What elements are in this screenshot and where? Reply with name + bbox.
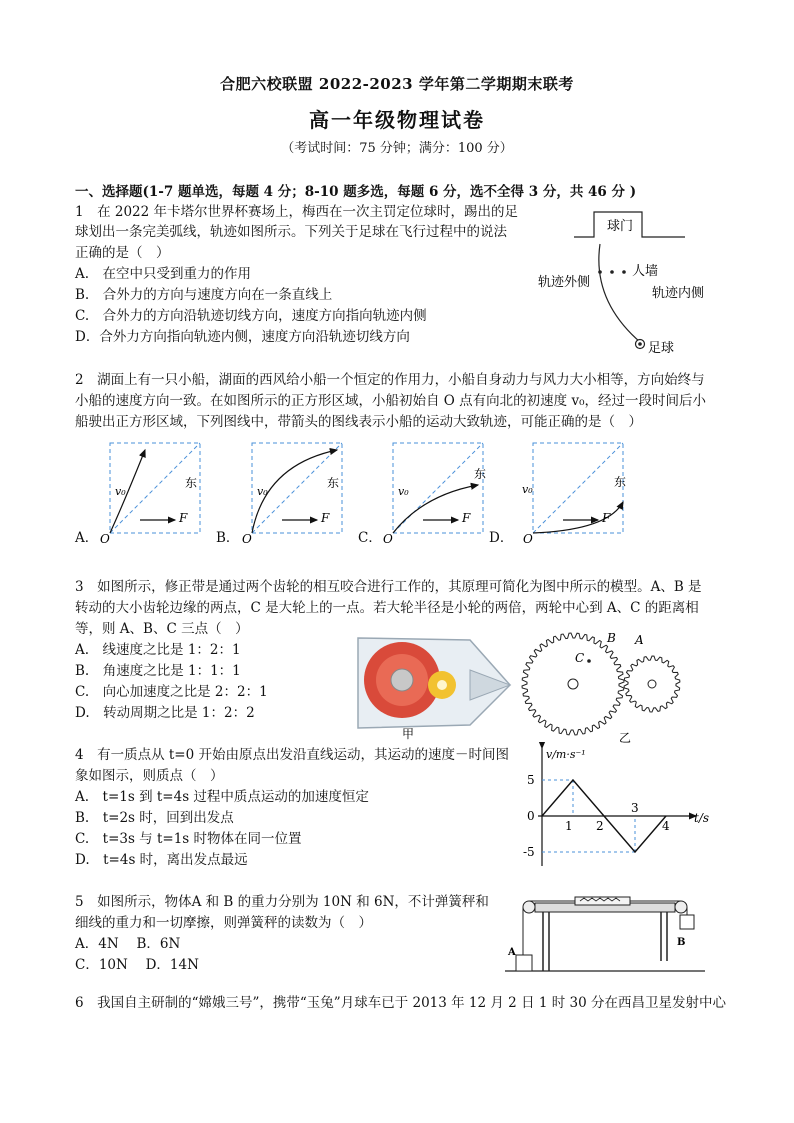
page-title: 高一年级物理试卷 — [309, 108, 485, 132]
q4-option-b: B. t=2s 时，回到出发点 — [75, 810, 234, 826]
q2-figure-b — [237, 440, 347, 550]
q2-figure-d — [518, 440, 628, 550]
q1-line3: 正确的是（ ） — [75, 245, 170, 261]
y-axis-label: v/m·s⁻¹ — [546, 748, 586, 761]
svg-text:v₀: v₀ — [257, 485, 268, 498]
ball-label: 足球 — [648, 341, 675, 356]
svg-text:C: C — [575, 651, 585, 665]
q3-option-b: B. 角速度之比是 1：1：1 — [75, 663, 241, 679]
q2-option-a: A． — [75, 530, 99, 546]
q1-option-c: C. 合外力的方向沿轨迹切线方向，速度方向指向轨迹内侧 — [75, 308, 427, 324]
q3-line3: 等，则 A、B、C 三点（ ） — [75, 621, 249, 637]
y-tick-label: 0 — [527, 809, 535, 823]
x-tick-label: 4 — [662, 819, 670, 833]
q5-options-row1: A．4N B．6N — [75, 936, 181, 952]
q4-option-c: C. t=3s 与 t=1s 时物体在同一位置 — [75, 831, 302, 847]
q1-option-a: A. 在空中只受到重力的作用 — [75, 266, 252, 282]
large-gear-outline — [522, 633, 624, 735]
q1-line1: 1 在 2022 年卡塔尔世界杯赛场上，梅西在一次主罚定位球时，踢出的足 — [75, 204, 519, 220]
goal-label: 球门 — [607, 219, 634, 234]
q3-line1: 3 如图所示，修正带是通过两个齿轮的相互咬合进行工作的，其原理可简化为图中所示的模型。A、B 是 — [75, 579, 702, 595]
q5-line1: 5 如图所示，物体A 和 B 的重力分别为 10N 和 6N，不计弹簧秤和 — [75, 894, 489, 910]
exam-info: （考试时间：75 分钟；满分：100 分） — [281, 141, 513, 156]
q4-option-d: D. t=4s 时，离出发点最远 — [75, 852, 248, 868]
q5-options-row2: C．10N D．14N — [75, 957, 199, 973]
q4-line1: 4 有一质点从 t=0 开始由原点出发沿直线运动，其运动的速度－时间图 — [75, 747, 509, 763]
q3-option-c: C. 向心加速度之比是 2：2：1 — [75, 684, 268, 700]
section-heading: 一、选择题(1-7 题单选，每题 4 分；8-10 题多选，每题 6 分，选不全得 3 分，共 46 分 ) — [75, 184, 637, 200]
q3-figure-tape-photo — [350, 630, 520, 740]
svg-text:v₀: v₀ — [522, 483, 533, 496]
svg-text:乙: 乙 — [619, 731, 632, 745]
q2-figure-c — [378, 440, 488, 550]
q2-option-d: D． — [489, 530, 514, 546]
q2-option-c: C． — [358, 530, 382, 546]
outer-label: 轨迹外侧 — [538, 275, 591, 290]
exam-title: 合肥六校联盟 2022-2023 学年第二学期期末联考 — [220, 75, 574, 93]
y-tick-label: 5 — [527, 773, 535, 787]
q3-line2: 转动的大小齿轮边缘的两点，C 是大轮上的一点。若大轮半径是小轮的两倍，两轮中心到 A、C 的距离相 — [75, 600, 699, 616]
svg-text:v₀: v₀ — [398, 485, 409, 498]
q1-option-b: B. 合外力的方向与速度方向在一条直线上 — [75, 287, 333, 303]
q4-line2: 象如图示，则质点（ ） — [75, 768, 224, 784]
svg-text:东: 东 — [185, 476, 198, 490]
svg-text:F: F — [602, 511, 611, 525]
q3-option-d: D. 转动周期之比是 1：2：2 — [75, 705, 255, 721]
small-gear-outline — [624, 656, 680, 712]
q4-option-a: A. t=1s 到 t=4s 过程中质点运动的加速度恒定 — [75, 789, 369, 805]
q2-line3: 船驶出正方形区域，下列图线中，带箭头的图线表示小船的运动大致轨迹，可能正确的是（ ） — [75, 414, 642, 430]
q2-option-b: B． — [216, 530, 240, 546]
svg-text:O: O — [383, 532, 393, 546]
q1-figure — [530, 200, 720, 360]
svg-text:F: F — [462, 511, 471, 525]
q5-figure — [505, 885, 705, 975]
q2-line2: 小船的速度方向一致。在如图所示的正方形区域，小船初始自 O 点有向北的初速度 v₀，经过一段时间后小 — [75, 393, 706, 409]
svg-text:A: A — [635, 633, 644, 647]
q3-figure-gears — [515, 630, 705, 745]
q1-line2: 球划出一条完美弧线，轨迹如图所示。下列关于足球在飞行过程中的说法 — [75, 224, 507, 240]
x-tick-label: 3 — [631, 801, 639, 815]
q4-vt-chart — [520, 742, 720, 870]
svg-text:A: A — [508, 947, 516, 958]
q5-line2: 细线的重力和一切摩擦，则弹簧秤的读数为（ ） — [75, 915, 372, 931]
q2-figure-a — [95, 440, 205, 550]
wall-label: 人墙 — [632, 264, 659, 279]
svg-text:东: 东 — [474, 467, 487, 481]
q2-line1: 2 湖面上有一只小船，湖面的西风给小船一个恒定的作用力，小船自身动力与风力大小相等，方向始终与 — [75, 372, 705, 388]
x-tick-label: 1 — [565, 819, 573, 833]
q1-option-d: D．合外力方向指向轨迹内侧，速度方向沿轨迹切线方向 — [75, 329, 410, 345]
q6-line1: 6 我国自主研制的“嫦娥三号”，携带“玉兔”月球车已于 2013 年 12 月 2 日 1 时 30 分在西昌卫星发射中心 — [75, 995, 726, 1011]
q3-option-a: A. 线速度之比是 1：2：1 — [75, 642, 241, 658]
svg-text:v₀: v₀ — [115, 485, 126, 498]
svg-text:O: O — [242, 532, 252, 546]
svg-text:O: O — [523, 532, 533, 546]
svg-text:B: B — [607, 631, 616, 645]
svg-text:东: 东 — [327, 476, 340, 490]
y-tick-label: -5 — [523, 845, 535, 859]
x-axis-label: t/s — [694, 811, 710, 825]
svg-text:F: F — [179, 511, 188, 525]
svg-text:东: 东 — [614, 475, 627, 489]
svg-text:F: F — [321, 511, 330, 525]
svg-text:甲: 甲 — [402, 727, 415, 740]
x-tick-label: 2 — [596, 819, 604, 833]
svg-text:B: B — [677, 937, 686, 948]
svg-text:O: O — [100, 532, 110, 546]
inner-label: 轨迹内侧 — [652, 286, 705, 301]
